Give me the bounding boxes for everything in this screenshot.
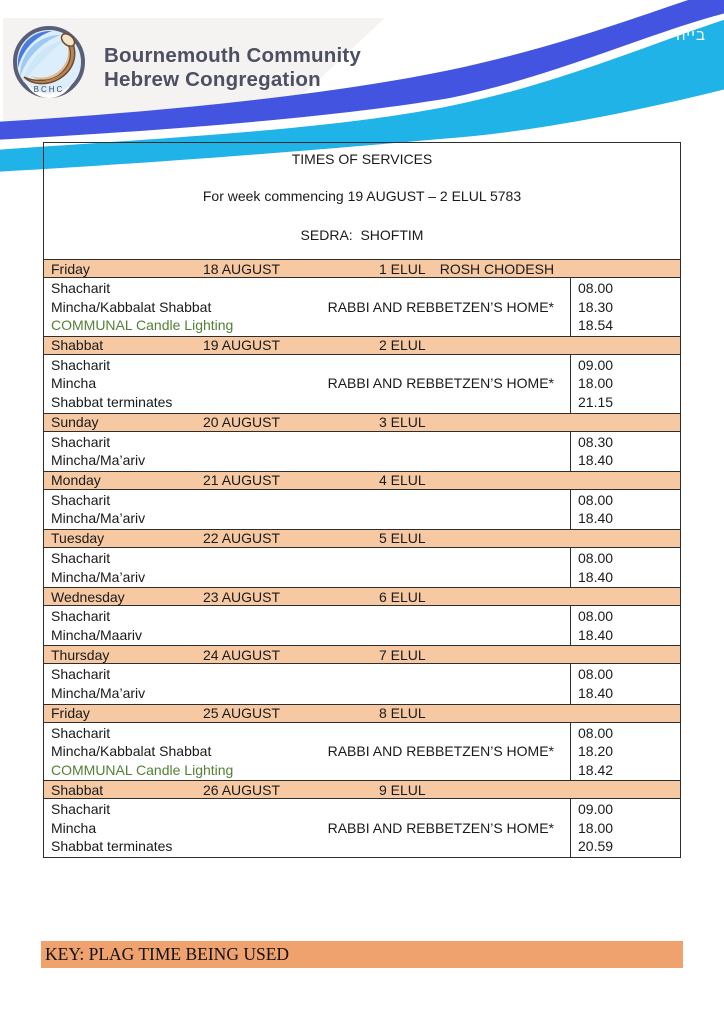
service-time: 09.00 bbox=[578, 356, 614, 373]
times-cell bbox=[571, 664, 680, 703]
day-block bbox=[44, 336, 680, 413]
services-cell bbox=[44, 548, 571, 587]
services-cell bbox=[44, 664, 571, 703]
services-cell bbox=[44, 278, 571, 336]
day-body bbox=[44, 606, 680, 645]
service-time: 18.00 bbox=[578, 375, 614, 392]
service-line bbox=[44, 568, 570, 587]
days-container bbox=[44, 259, 680, 857]
service-time: 21.15 bbox=[578, 393, 614, 410]
service-name: Mincha/Ma’ariv bbox=[51, 684, 146, 701]
service-line bbox=[44, 491, 570, 510]
service-time: 18.40 bbox=[578, 684, 614, 701]
service-time: 08.00 bbox=[578, 724, 614, 741]
services-cell bbox=[44, 723, 571, 781]
org-name-line2: Hebrew Congregation bbox=[104, 68, 321, 91]
service-time: 09.00 bbox=[578, 801, 614, 818]
table-title-block bbox=[44, 150, 680, 245]
day-block bbox=[44, 413, 680, 471]
key-bar bbox=[41, 941, 683, 968]
service-line bbox=[44, 665, 570, 684]
service-name: Shabbat terminates bbox=[51, 838, 173, 855]
service-venue: RABBI AND REBBETZEN’S HOME* bbox=[327, 298, 554, 315]
service-time: 08.00 bbox=[578, 491, 614, 508]
times-cell bbox=[571, 606, 680, 645]
shofar-logo-graphic bbox=[11, 24, 87, 100]
day-name: Shabbat bbox=[51, 781, 104, 798]
day-block bbox=[44, 645, 680, 703]
service-name: Mincha bbox=[51, 375, 97, 392]
service-name: Shacharit bbox=[51, 549, 111, 566]
service-time: 08.00 bbox=[578, 608, 614, 625]
service-line bbox=[44, 837, 570, 856]
day-hebrew-date: 4 ELUL bbox=[379, 472, 426, 489]
service-name: Mincha/Ma’ariv bbox=[51, 568, 146, 585]
day-date: 21 AUGUST bbox=[203, 472, 281, 489]
day-body bbox=[44, 432, 680, 471]
times-cell bbox=[571, 355, 680, 413]
service-line bbox=[44, 607, 570, 626]
sedra-line: SEDRA: SHOFTIM bbox=[300, 227, 424, 243]
day-header-row bbox=[44, 529, 680, 548]
day-date: 26 AUGUST bbox=[203, 781, 281, 798]
day-body bbox=[44, 548, 680, 587]
day-name: Friday bbox=[51, 705, 90, 721]
service-time: 18.20 bbox=[578, 743, 614, 760]
service-name: Shacharit bbox=[51, 801, 111, 818]
day-date: 22 AUGUST bbox=[203, 530, 281, 547]
service-line bbox=[44, 451, 570, 470]
week-commencing-line: For week commencing 19 AUGUST – 2 ELUL 5783 bbox=[202, 188, 522, 204]
service-name: Mincha/Ma’ariv bbox=[51, 452, 146, 469]
day-hebrew-date: 1 ELUL bbox=[379, 260, 426, 277]
service-line bbox=[44, 800, 570, 819]
service-line bbox=[44, 279, 570, 298]
day-date: 18 AUGUST bbox=[203, 260, 281, 277]
times-cell bbox=[571, 799, 680, 857]
day-note: ROSH CHODESH bbox=[439, 260, 555, 277]
times-cell bbox=[571, 723, 680, 781]
services-cell bbox=[44, 606, 571, 645]
day-date: 23 AUGUST bbox=[203, 588, 281, 605]
service-line bbox=[44, 356, 570, 375]
service-name: Shacharit bbox=[51, 724, 111, 741]
service-line bbox=[44, 549, 570, 568]
service-time: 18.30 bbox=[578, 298, 614, 315]
service-venue: RABBI AND REBBETZEN’S HOME* bbox=[327, 375, 554, 392]
day-hebrew-date: 9 ELUL bbox=[379, 781, 426, 798]
service-time: 08.00 bbox=[578, 666, 614, 683]
service-name: Mincha/Kabbalat Shabbat bbox=[51, 743, 212, 760]
services-cell bbox=[44, 799, 571, 857]
service-name: Shacharit bbox=[51, 608, 111, 625]
service-name: Shacharit bbox=[51, 356, 111, 373]
day-header-row bbox=[44, 259, 680, 278]
service-line bbox=[44, 684, 570, 703]
day-hebrew-date: 8 ELUL bbox=[379, 705, 426, 721]
day-header-row bbox=[44, 587, 680, 606]
service-time: 18.40 bbox=[578, 568, 614, 585]
day-header-row bbox=[44, 413, 680, 432]
service-line bbox=[44, 393, 570, 412]
day-body bbox=[44, 490, 680, 529]
service-time: 20.59 bbox=[578, 838, 614, 855]
service-name: Shacharit bbox=[51, 433, 111, 450]
org-name-line1: Bournemouth Community bbox=[104, 44, 362, 67]
service-time: 18.40 bbox=[578, 452, 614, 469]
day-hebrew-date: 3 ELUL bbox=[379, 414, 426, 431]
day-name: Monday bbox=[51, 472, 101, 489]
day-hebrew-date: 7 ELUL bbox=[379, 646, 426, 663]
day-block bbox=[44, 704, 680, 781]
key-bar-text: KEY: PLAG TIME BEING USED bbox=[45, 944, 290, 964]
service-line bbox=[44, 509, 570, 528]
service-name: Shacharit bbox=[51, 491, 111, 508]
day-hebrew-date: 2 ELUL bbox=[379, 337, 426, 354]
day-name: Sunday bbox=[51, 414, 99, 431]
service-name: Mincha/Kabbalat Shabbat bbox=[51, 298, 212, 315]
day-body bbox=[44, 723, 680, 781]
service-time: 18.54 bbox=[578, 317, 614, 334]
logo-acronym: BCHC bbox=[33, 85, 65, 94]
service-time: 18.00 bbox=[578, 819, 614, 836]
day-header-row bbox=[44, 780, 680, 799]
service-line bbox=[44, 626, 570, 645]
day-name: Wednesday bbox=[51, 588, 125, 605]
day-block bbox=[44, 780, 680, 857]
service-name: COMMUNAL Candle Lighting bbox=[51, 761, 234, 778]
day-block bbox=[44, 471, 680, 529]
day-name: Thursday bbox=[51, 646, 110, 663]
day-date: 25 AUGUST bbox=[203, 705, 281, 721]
service-line bbox=[44, 761, 570, 780]
service-time: 08.30 bbox=[578, 433, 614, 450]
service-line bbox=[44, 374, 570, 393]
org-name bbox=[104, 44, 361, 92]
service-line bbox=[44, 298, 570, 317]
services-table bbox=[43, 142, 681, 858]
services-cell bbox=[44, 432, 571, 471]
day-hebrew-date: 6 ELUL bbox=[379, 588, 426, 605]
service-time: 18.40 bbox=[578, 510, 614, 527]
day-block bbox=[44, 587, 680, 645]
day-body bbox=[44, 355, 680, 413]
day-block bbox=[44, 529, 680, 587]
table-title: TIMES OF SERVICES bbox=[291, 151, 433, 167]
service-name: Shabbat terminates bbox=[51, 393, 173, 410]
service-line bbox=[44, 433, 570, 452]
service-time: 08.00 bbox=[578, 549, 614, 566]
day-body bbox=[44, 799, 680, 857]
day-name: Shabbat bbox=[51, 337, 104, 354]
day-name: Tuesday bbox=[51, 530, 105, 547]
day-date: 20 AUGUST bbox=[203, 414, 281, 431]
services-cell bbox=[44, 490, 571, 529]
times-cell bbox=[571, 278, 680, 336]
service-name: Mincha/Ma’ariv bbox=[51, 510, 146, 527]
day-name: Friday bbox=[51, 260, 90, 277]
service-venue: RABBI AND REBBETZEN’S HOME* bbox=[327, 743, 554, 760]
service-line bbox=[44, 724, 570, 743]
day-date: 24 AUGUST bbox=[203, 646, 281, 663]
day-header-row bbox=[44, 704, 680, 723]
day-header-row bbox=[44, 645, 680, 664]
service-time: 08.00 bbox=[578, 280, 614, 296]
service-name: Shacharit bbox=[51, 280, 111, 296]
day-date: 19 AUGUST bbox=[203, 337, 281, 354]
service-name: Mincha/Maariv bbox=[51, 626, 143, 643]
day-header-row bbox=[44, 336, 680, 355]
bchc-logo bbox=[11, 24, 87, 105]
day-body bbox=[44, 664, 680, 703]
day-body bbox=[44, 278, 680, 336]
services-cell bbox=[44, 355, 571, 413]
service-time: 18.40 bbox=[578, 626, 614, 643]
times-cell bbox=[571, 548, 680, 587]
day-hebrew-date: 5 ELUL bbox=[379, 530, 426, 547]
service-line bbox=[44, 819, 570, 838]
service-line bbox=[44, 316, 570, 335]
day-header-row bbox=[44, 471, 680, 490]
service-venue: RABBI AND REBBETZEN’S HOME* bbox=[327, 819, 554, 836]
service-time: 18.42 bbox=[578, 761, 614, 778]
times-cell bbox=[571, 432, 680, 471]
service-name: Mincha bbox=[51, 819, 97, 836]
hebrew-dedication: בייה bbox=[676, 27, 706, 44]
service-name: COMMUNAL Candle Lighting bbox=[51, 317, 234, 334]
service-line bbox=[44, 742, 570, 761]
times-cell bbox=[571, 490, 680, 529]
service-name: Shacharit bbox=[51, 666, 111, 683]
day-block bbox=[44, 259, 680, 336]
